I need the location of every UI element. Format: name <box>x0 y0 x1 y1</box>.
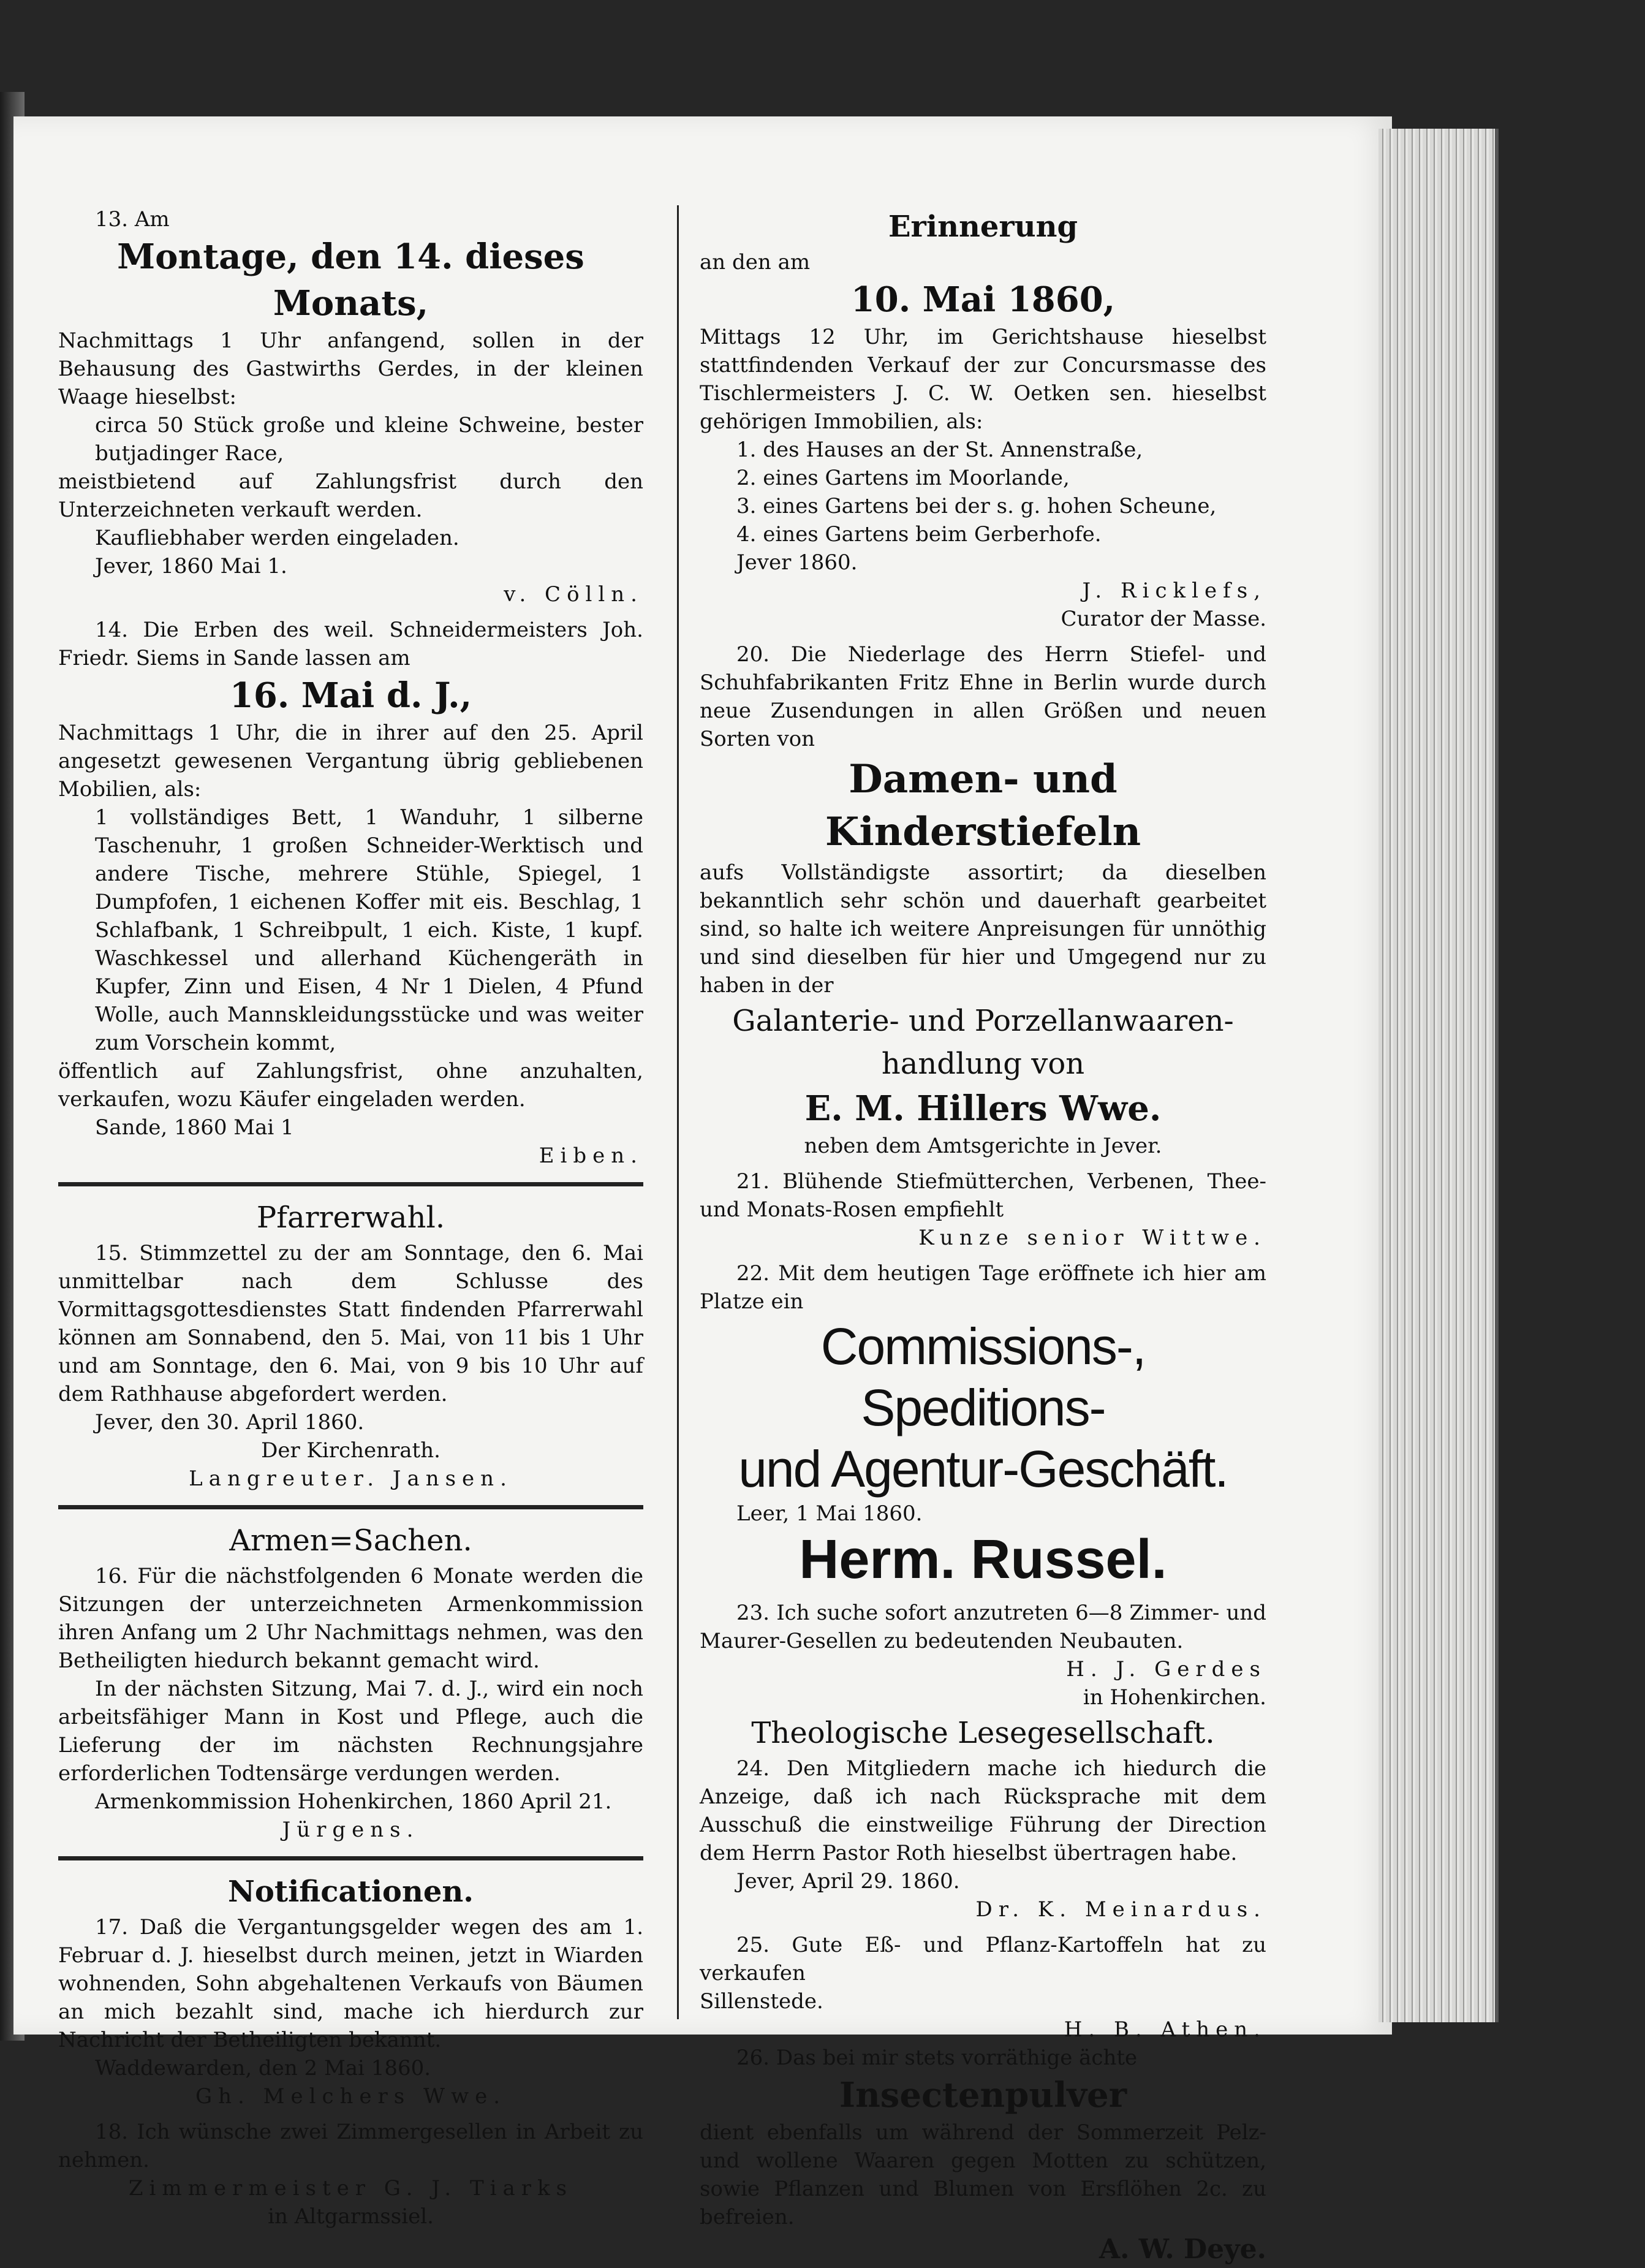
notice-26-heading: Insectenpulver <box>839 2075 1127 2115</box>
notice-16-date: Armenkommission Hohenkirchen, 1860 April 21. <box>95 1789 612 1814</box>
notice-18-location: in Altgarmssiel. <box>268 2204 434 2229</box>
notice-20-shop-line-2: handlung von <box>881 1047 1085 1081</box>
notice-24-signature: Dr. K. Meinardus. <box>975 1897 1266 1922</box>
notice-14-text: 14. Die Erben des weil. Schneidermeisters Joh. Friedr. Siems in Sande lassen am <box>58 618 643 670</box>
section-heading: Armen=Sachen. <box>229 1523 472 1558</box>
notice-13-number: 13. Am <box>95 207 170 232</box>
notice-22-name: Herm. Russel. <box>799 1529 1167 1590</box>
notice-19-date: Jever 1860. <box>736 550 858 575</box>
notice-24-text: 24. Den Mitgliedern mache ich hiedurch die Anzeige, daß ich nach Rücksprache mit dem Ausschuß die einstweilige Führung der Direction dem Herrn Pastor Roth hieselbst übertragen habe. <box>700 1756 1266 1865</box>
section-theologische <box>700 1712 1266 1924</box>
notice-13-text-2: meistbietend auf Zahlungsfrist durch den Unterzeichneten verkauft werden. <box>58 469 643 522</box>
notice-22-date: Leer, 1 Mai 1860. <box>736 1501 923 1526</box>
notice-14-date-heading: 16. Mai d. J., <box>229 675 472 716</box>
section-heading: Erinnerung <box>888 210 1078 244</box>
notice-23-text: 23. Ich suche sofort anzutreten 6—8 Zimmer- und Maurer-Gesellen zu bedeutenden Neubauten. <box>700 1601 1266 1653</box>
notice-14 <box>58 616 643 1170</box>
notice-13-date: Jever, 1860 Mai 1. <box>95 554 287 578</box>
notice-25-signature: H. B. Athen. <box>1064 2017 1266 2042</box>
notice-21 <box>700 1167 1266 1252</box>
page-edges <box>1378 129 1499 2022</box>
notice-15-organization: Der Kirchenrath. <box>261 1438 441 1463</box>
section-rule <box>58 1505 643 1509</box>
notice-26-text: 26. Das bei mir stets vorräthige ächte <box>736 2046 1138 2070</box>
notice-21-signature: Kunze senior Wittwe. <box>918 1226 1266 1250</box>
notice-18-signature: Zimmermeister G. J. Tiarks <box>128 2176 573 2201</box>
notice-19-item-4: 4. eines Gartens beim Gerberhofe. <box>736 522 1102 547</box>
notice-13-text: Nachmittags 1 Uhr anfangend, sollen in der Behausung des Gastwirths Gerdes, in der kleinen Waage hieselbst: <box>58 328 643 409</box>
notice-17-date: Waddewarden, den 2 Mai 1860. <box>95 2056 431 2080</box>
notice-13-date-heading: Montage, den 14. dieses Monats, <box>117 237 584 324</box>
notice-17-signature: Gh. Melchers Wwe. <box>195 2084 507 2109</box>
notice-20-shop-line-1: Galanterie- und Porzellanwaaren- <box>732 1004 1234 1038</box>
notice-20-location: neben dem Amtsgerichte in Jever. <box>804 1134 1162 1158</box>
notice-26 <box>700 2044 1266 2268</box>
notice-22-heading-1: Commissions-, Speditions- <box>820 1318 1146 1436</box>
notice-19-signature-title: Curator der Masse. <box>1061 607 1266 631</box>
notice-23-location: in Hohenkirchen. <box>1083 1685 1266 1710</box>
notice-19-item-1: 1. des Hauses an der St. Annenstraße, <box>736 438 1143 462</box>
notice-16-text-2: In der nächsten Sitzung, Mai 7. d. J., wird ein noch arbeitsfähiger Mann in Kost und Pflege, auch die Lieferung der im nächsten Rechnungsjahre erforderlichen Todtensärge verdungen werden. <box>58 1677 643 1786</box>
notice-13-item: circa 50 Stück große und kleine Schweine, bester butjadinger Race, <box>95 413 643 466</box>
notice-14-text-3: öffentlich auf Zahlungsfrist, ohne anzuhalten, verkaufen, wozu Käufer eingeladen werden. <box>58 1059 643 1112</box>
notice-24-date: Jever, April 29. 1860. <box>736 1869 960 1894</box>
notice-15-date: Jever, den 30. April 1860. <box>95 1410 365 1435</box>
notice-15-text: 15. Stimmzettel zu der am Sonntage, den 6. Mai unmittelbar nach dem Schlusse des Vormittagsgottesdienstes Statt findenden Pfarrerwahl können am Sonnabend, den 5. Mai, von 11 bis 1 Uhr und am Sonntage, den 6. Mai, von 9 bis 10 Uhr auf dem Rathhause abgefordert werden. <box>58 1241 643 1406</box>
notice-19-signature: J. Ricklefs, <box>1082 578 1266 603</box>
notice-19-intro: an den am <box>700 250 811 275</box>
notice-20-firm: E. M. Hillers Wwe. <box>804 1088 1162 1129</box>
section-rule <box>58 1856 643 1860</box>
notice-25 <box>700 1931 1266 2044</box>
notice-23 <box>700 1599 1266 1712</box>
notice-16-text: 16. Für die nächstfolgenden 6 Monate werden die Sitzungen der unterzeichneten Armenkommission ihren Anfang um 2 Uhr Nachmittags nehmen, was den Betheiligten hiedurch bekannt gemacht wird. <box>58 1564 643 1673</box>
section-heading: Pfarrerwahl. <box>256 1200 445 1235</box>
notice-14-text-2: Nachmittags 1 Uhr, die in ihrer auf den 25. April angesetzt gewesenen Vergantung übrig gebliebenen Mobilien, als: <box>58 721 643 802</box>
notice-13 <box>58 205 643 609</box>
notice-17-text: 17. Daß die Vergantungsgelder wegen des am 1. Februar d. J. hieselbst durch meinen, jetzt in Wiarden wohnenden, Sohn abgehaltenen Verkaufs von Bäumen an mich bezahlt sind, mache ich hierdurch zur Nachricht der Betheiligten bekannt. <box>58 1915 643 2052</box>
notice-22-text: 22. Mit dem heutigen Tage eröffnete ich hier am Platze ein <box>700 1261 1266 1314</box>
notice-19-date-heading: 10. Mai 1860, <box>850 279 1116 320</box>
section-pfarrerwahl <box>58 1196 643 1493</box>
notice-18-text: 18. Ich wünsche zwei Zimmergesellen in Arbeit zu nehmen. <box>58 2120 643 2172</box>
notice-25-text: 25. Gute Eß- und Pflanz-Kartoffeln hat zu verkaufen <box>700 1933 1266 1985</box>
notice-21-text: 21. Blühende Stiefmütterchen, Verbenen, Thee- und Monats-Rosen empfiehlt <box>700 1169 1266 1222</box>
notice-25-location: Sillenstede. <box>700 1989 823 2014</box>
notice-20-heading: Damen- und Kinderstiefeln <box>825 756 1141 855</box>
section-heading: Notificationen. <box>228 1875 474 1909</box>
section-notificationen <box>58 1870 643 2231</box>
notice-13-signature: v. Cölln. <box>504 582 643 607</box>
notice-22-heading-2: und Agentur-Geschäft. <box>738 1440 1228 1498</box>
notice-23-signature: H. J. Gerdes <box>1066 1657 1266 1682</box>
notice-15-signature: Langreuter. Jansen. <box>189 1466 513 1491</box>
notice-19-item-3: 3. eines Gartens bei der s. g. hohen Scheune, <box>736 494 1217 518</box>
notice-13-text-3: Kaufliebhaber werden eingeladen. <box>95 526 459 550</box>
right-column <box>700 205 1266 2268</box>
notice-20-text-2: aufs Vollständigste assortirt; da dieselben bekanntlich sehr schön und dauerhaft gearbeitet sind, so halte ich weitere Anpreisungen für unnöthig und sind dieselben für hier und Umgegend nur zu haben in der <box>700 860 1266 998</box>
notice-erinnerung <box>700 205 1266 633</box>
notice-20-text: 20. Die Niederlage des Herrn Stiefel- und Schuhfabrikanten Fritz Ehne in Berlin wurde durch neue Zusendungen in allen Größen und neuen Sorten von <box>700 642 1266 751</box>
column-divider <box>677 205 679 2019</box>
notice-19-item-2: 2. eines Gartens im Moorlande, <box>736 466 1070 490</box>
notice-20 <box>700 640 1266 1160</box>
section-rule <box>58 1182 643 1186</box>
notice-14-items: 1 vollständiges Bett, 1 Wanduhr, 1 silberne Taschenuhr, 1 großen Schneider-Werktisch und andere Tische, mehrere Stühle, Spiegel, 1 Dumpfofen, 1 eichenen Koffer mit eis. Beschlag, 1 Schlafbank, 1 Schreibpult, 1 eich. Kiste, 1 kupf. Waschkessel und allerhand Küchengeräth in Kupfer, Zinn und Eisen, 4 Nr 1 Dielen, 4 Pfund Wolle, auch Mannskleidungsstücke und was weiter zum Vorschein kommt, <box>95 805 643 1055</box>
notice-14-date: Sande, 1860 Mai 1 <box>95 1115 294 1140</box>
section-armen <box>58 1519 643 1844</box>
left-column <box>58 205 643 2231</box>
notice-26-text-2: dient ebenfalls um während der Sommerzeit Pelz- und wollene Waaren gegen Motten zu schützen, sowie Pflanzen und Blumen von Ersflöhen 2c. zu befreien. <box>700 2120 1266 2229</box>
notice-26-signature: A. W. Deye. <box>1099 2234 1266 2265</box>
notice-19-text: Mittags 12 Uhr, im Gerichtshause hieselbst stattfindenden Verkauf der zur Concursmasse des Tischlermeisters J. C. W. Oetken sen. hieselbst gehörigen Immobilien, als: <box>700 325 1266 434</box>
notice-16-signature: Jürgens. <box>282 1818 420 1842</box>
section-heading: Theologische Lesegesellschaft. <box>751 1716 1215 1750</box>
notice-14-signature: Eiben. <box>539 1143 643 1168</box>
notice-22 <box>700 1259 1266 1591</box>
